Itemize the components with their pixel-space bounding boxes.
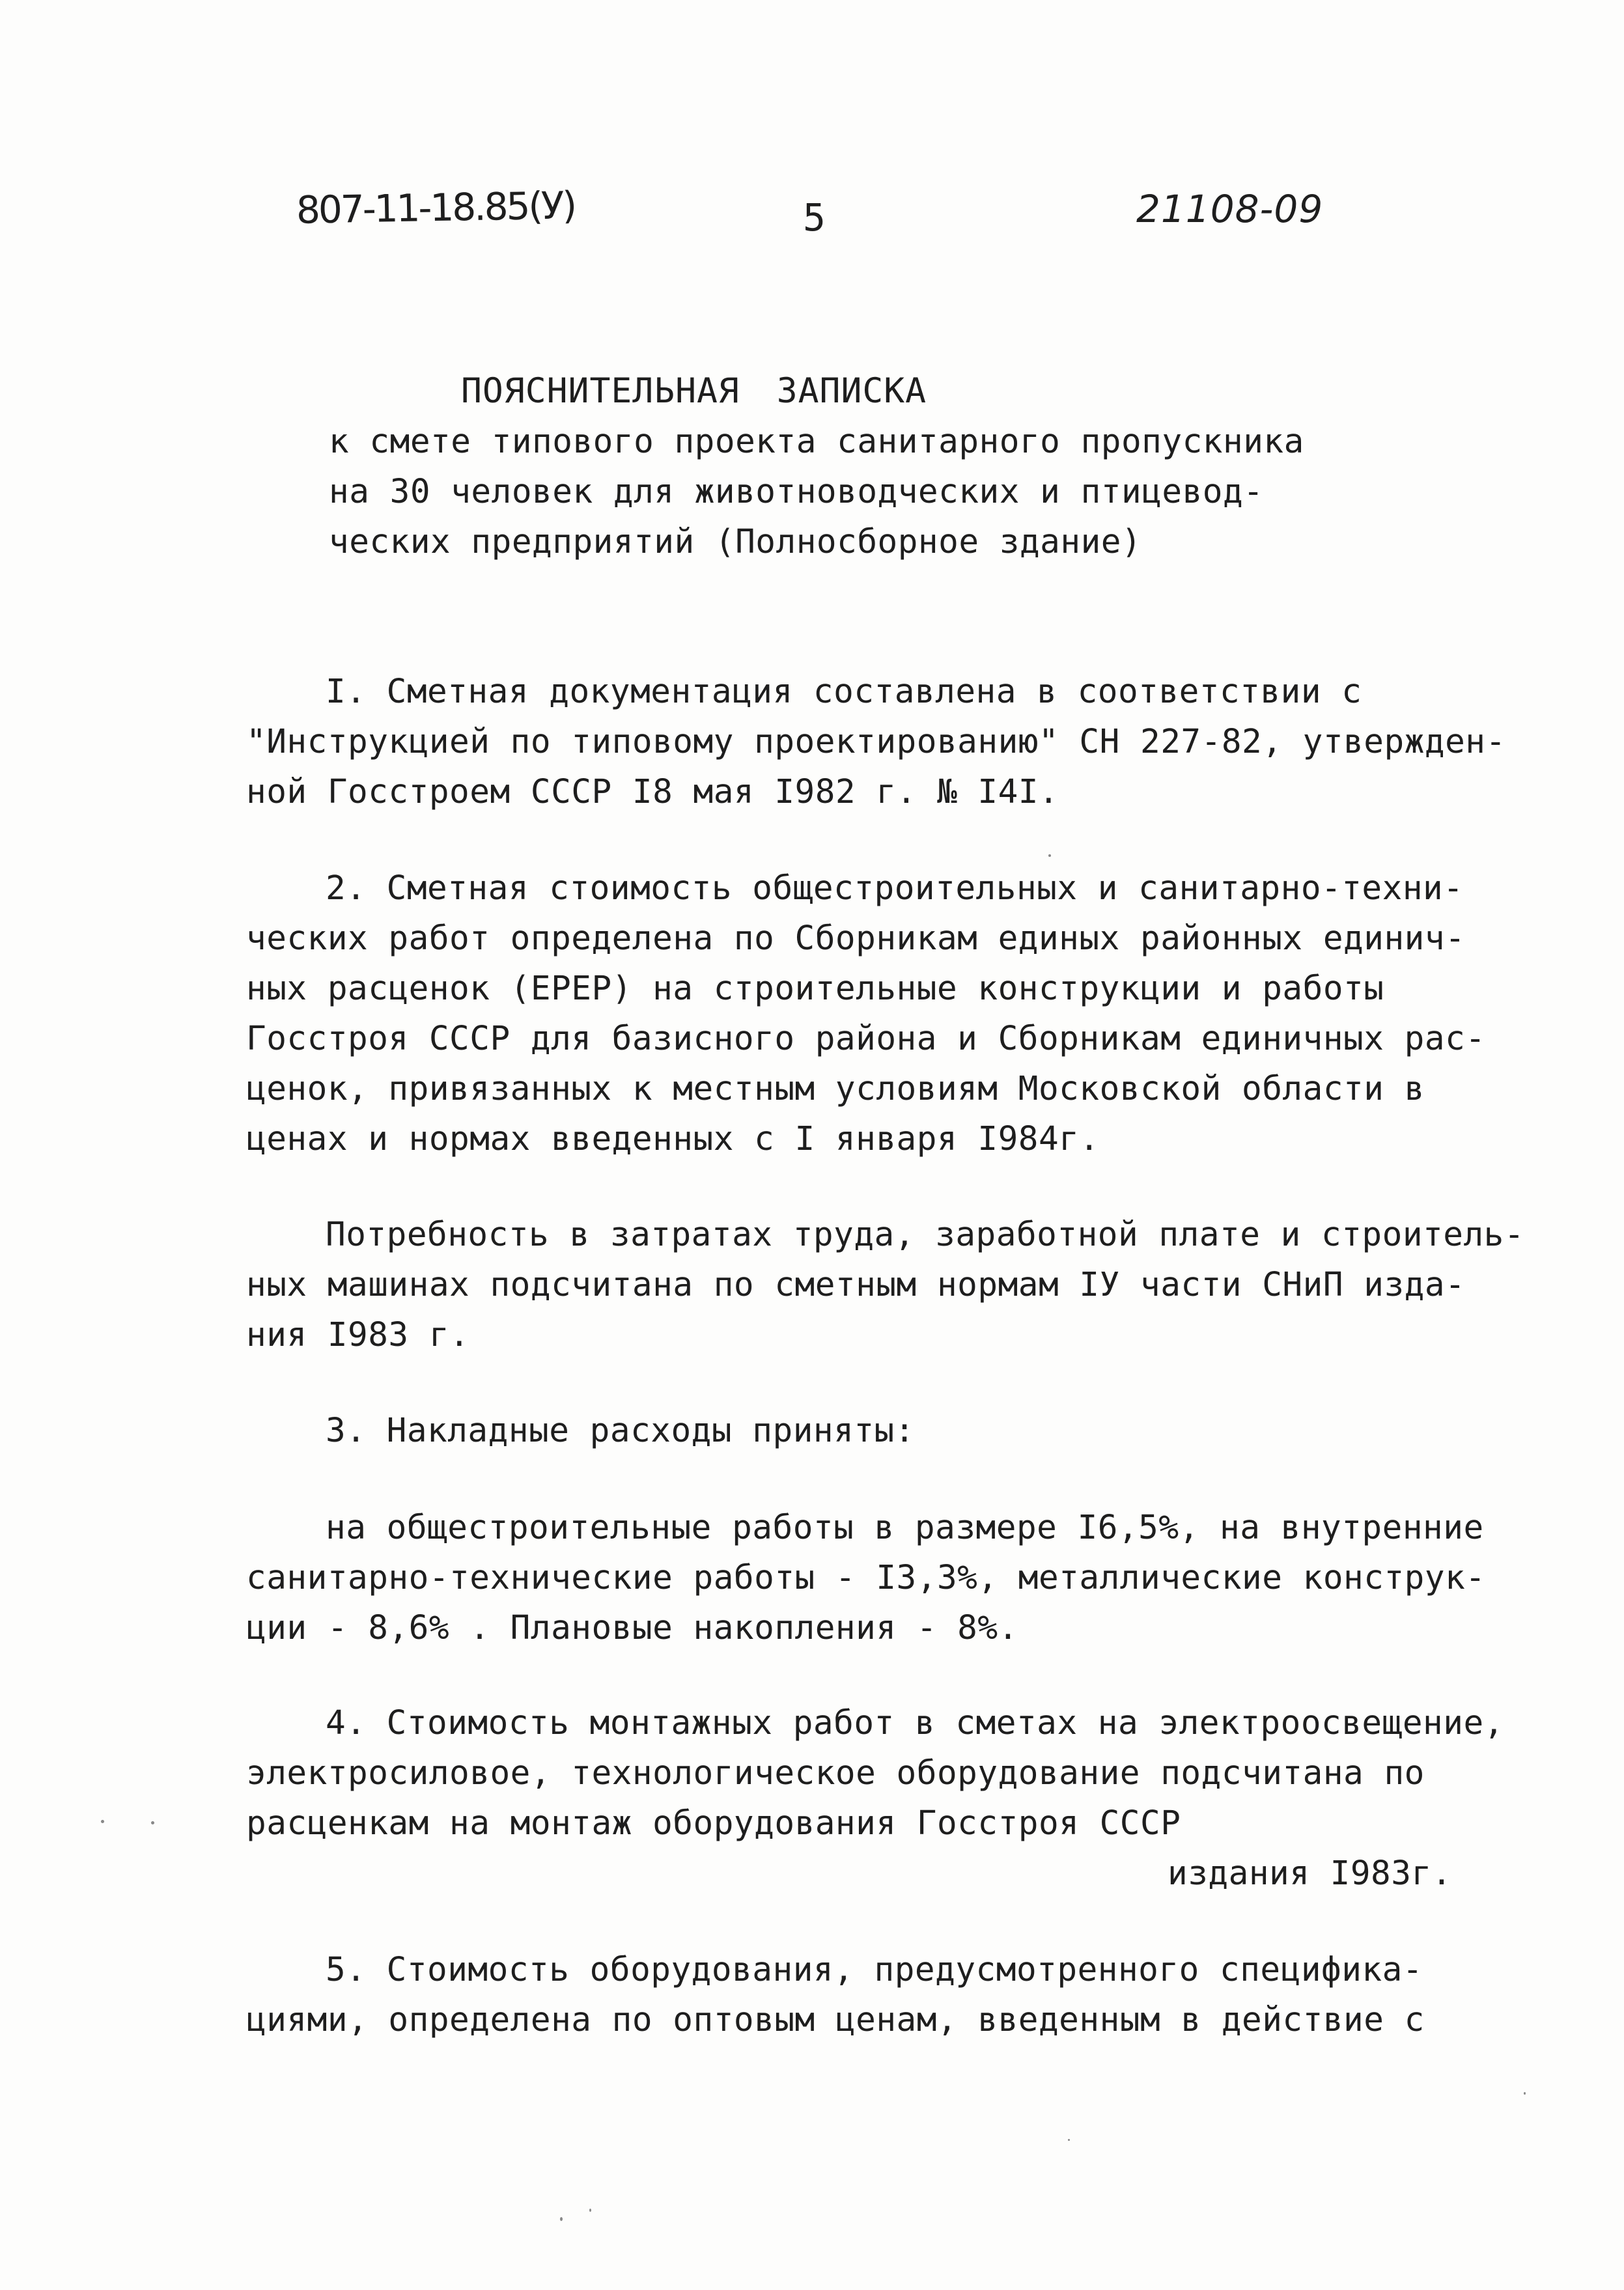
subtitle-line: ческих предприятий (Полносборное здание) (329, 523, 1142, 561)
paragraph-line: ческих работ определена по Сборникам единых районных единич- (246, 919, 1466, 958)
document-code: 807-11-18.85(У) (296, 183, 576, 232)
paragraph-line: санитарно-технические работы - I3,3%, металлические конструк- (246, 1559, 1486, 1597)
scan-speck (1524, 2092, 1526, 2095)
paragraph-line: I. Сметная документация составлена в соответствии с (326, 673, 1362, 711)
paragraph-line: ных машинах подсчитана по сметным нормам IУ части СНиП изда- (246, 1266, 1466, 1304)
scan-speck (151, 1821, 154, 1824)
paragraph-line: расценкам на монтаж оборудования Госстроя СССР (246, 1804, 1181, 1843)
paragraph-line: циями, определена по оптовым ценам, введенным в действие с (246, 2001, 1425, 2039)
paragraph-line: электросиловое, технологическое оборудование подсчитана по (246, 1754, 1425, 1793)
paragraph-line: "Инструкцией по типовому проектированию" СН 227-82, утвержден- (246, 723, 1506, 761)
document-title: ПОЯСНИТЕЛЬНАЯ ЗАПИСКА (461, 371, 927, 411)
scan-speck (1068, 2139, 1070, 2141)
paragraph-line: ценах и нормах введенных с I января I984г. (246, 1120, 1100, 1158)
paragraph-line: на общестроительные работы в размере I6,5%, на внутренние (326, 1509, 1484, 1547)
paragraph-line: ной Госстроем СССР I8 мая I982 г. № I4I. (246, 773, 1059, 811)
paragraph-line: ценок, привязанных к местным условиям Московской области в (246, 1070, 1425, 1108)
paragraph-line: ния I983 г. (246, 1316, 470, 1354)
scan-speck (589, 2209, 591, 2212)
paragraph-line: ции - 8,6% . Плановые накопления - 8%. (246, 1609, 1018, 1647)
paragraph-line: 2. Сметная стоимость общестроительных и санитарно-техни- (326, 869, 1464, 908)
scan-speck (560, 2217, 563, 2221)
scan-speck (1048, 854, 1051, 857)
scan-speck (101, 1820, 104, 1823)
paragraph-line: издания I983г. (1168, 1854, 1452, 1893)
paragraph-line: ных расценок (ЕРЕР) на строительные конструкции и работы (246, 970, 1384, 1008)
paragraph-line: Госстроя СССР для базисного района и Сборникам единичных рас- (246, 1020, 1486, 1058)
paragraph-line: 5. Стоимость оборудования, предусмотренного специфика- (326, 1951, 1423, 1989)
archive-number: 21108-09 (1136, 187, 1324, 231)
paragraph-line: Потребность в затратах труда, заработной плате и строитель- (326, 1216, 1525, 1254)
paragraph-line: 3. Накладные расходы приняты: (326, 1412, 915, 1450)
paragraph-line: 4. Стоимость монтажных работ в сметах на электроосвещение, (326, 1704, 1504, 1742)
subtitle-line: к смете типового проекта санитарного пропускника (329, 423, 1304, 461)
subtitle-line: на 30 человек для животноводческих и птицевод- (329, 473, 1264, 511)
page-number: 5 (803, 195, 826, 240)
